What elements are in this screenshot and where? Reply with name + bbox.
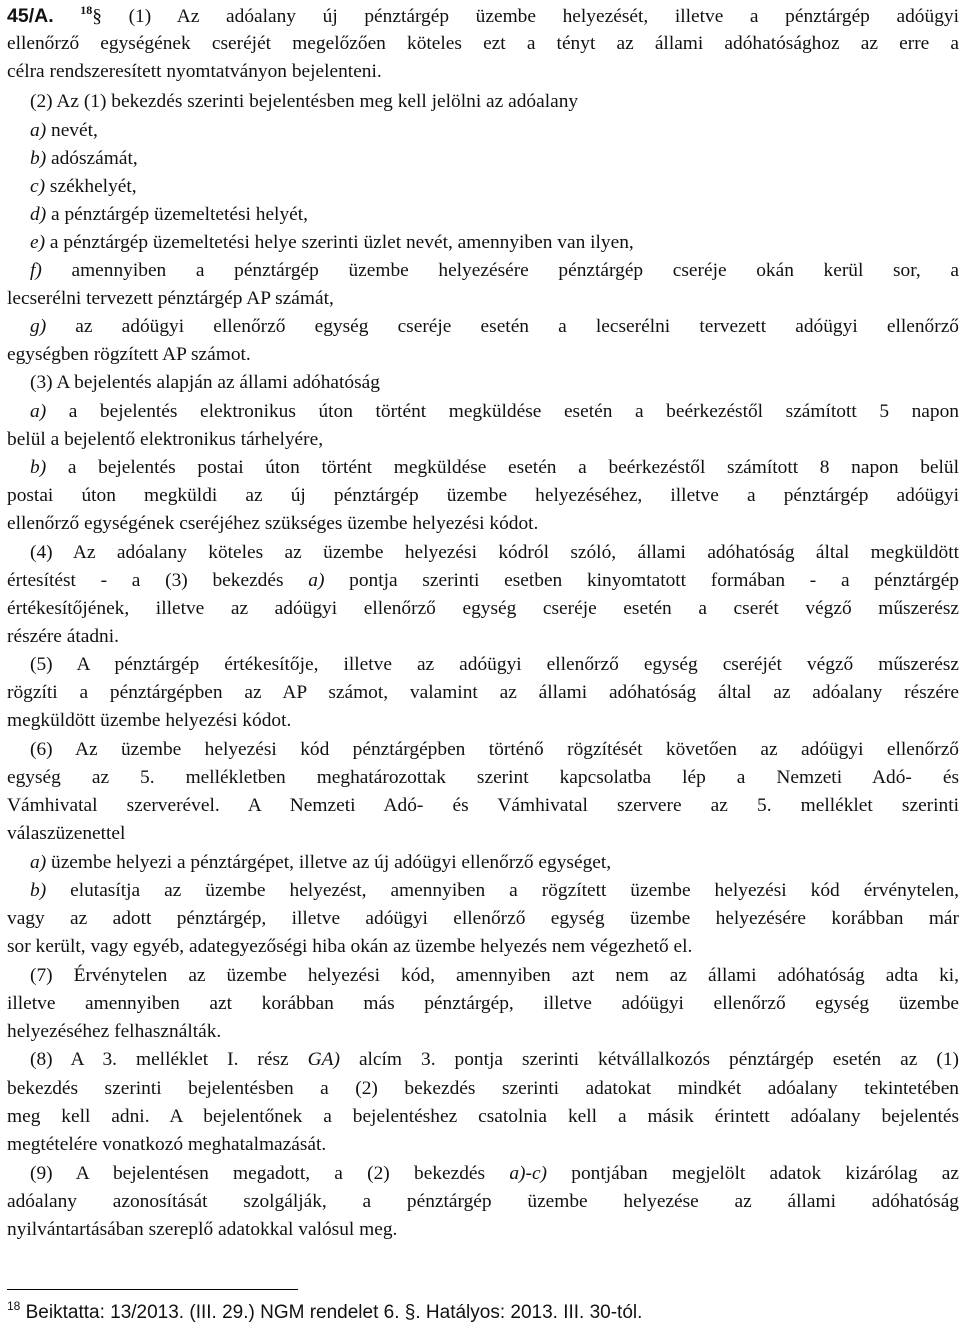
list-item-f — [30, 257, 959, 285]
section-mark: § — [92, 6, 102, 27]
item-text: a bejelentés postai úton történt megküldése esetén a beérkezéstől számított 8 napon belül — [46, 457, 959, 478]
footnote-ref: 18 — [80, 3, 93, 17]
text-line: nyilvántartásában szereplő adatokkal valósul meg. — [7, 1219, 398, 1240]
text-segment: (9) A bejelentésen megadott, a (2) bekezdés — [30, 1163, 510, 1184]
item-letter: g) — [30, 316, 47, 337]
paragraph-3-intro: (3) A bejelentés alapján az állami adóhatóság — [30, 372, 380, 393]
paragraph-6-start: (6) Az üzembe helyezési kód pénztárgépben történő rögzítését követően az adóügyi ellenőrző — [30, 739, 959, 760]
item-text: az adóügyi ellenőrző egység cseréje esetén a lecserélni tervezett adóügyi ellenőrző — [46, 316, 959, 337]
paragraph-1-text: (1) Az adóalany új pénztárgép üzembe helyezését, illetve a pénztárgép adóügyi — [128, 6, 959, 27]
text-segment: (8) A 3. melléklet I. rész — [30, 1049, 308, 1070]
item-letter: a) — [30, 852, 47, 873]
item-letter: a) — [30, 401, 47, 422]
text-line: Vámhivatal szerverével. A Nemzeti Adó- és Vámhivatal szervere az 5. melléklet szerinti — [7, 795, 959, 816]
list-item-b — [30, 454, 959, 482]
paragraph-5-start: (5) A pénztárgép értékesítője, illetve az adóügyi ellenőrző egység cseréjét végző műszerész — [30, 654, 959, 675]
text-segment: értesítést - a (3) bekezdés — [7, 570, 309, 591]
text-line — [7, 567, 959, 595]
footnote-text: Beiktatta: 13/2013. (III. 29.) NGM rendelet 6. §. Hatályos: 2013. III. 30-tól. — [20, 1302, 643, 1323]
text-line: helyezéséhez felhasználták. — [7, 1021, 222, 1042]
text-line: postai úton megküldi az új pénztárgép üzembe helyezéséhez, illetve a pénztárgép adóügyi — [7, 485, 959, 506]
text-segment: pontjában megjelölt adatok kizárólag az — [547, 1163, 959, 1184]
list-item-b — [30, 877, 959, 905]
text-line: rögzíti a pénztárgépben az AP számot, valamint az állami adóhatóság által az adóalany részére — [7, 682, 959, 703]
list-item-e — [30, 229, 959, 257]
item-text: amennyiben a pénztárgép üzembe helyezésére pénztárgép cseréje okán kerül sor, a — [41, 260, 959, 281]
item-text: székhelyét, — [45, 176, 137, 197]
paragraph-4-start: (4) Az adóalany köteles az üzembe helyezési kódról szóló, állami adóhatóság által megküldött — [30, 542, 959, 563]
text-line: bekezdés szerinti bejelentésben a (2) bekezdés szerinti adatokat mindkét adóalany tekintetében — [7, 1078, 959, 1099]
item-ref: a)-c) — [509, 1163, 548, 1184]
text-line: válaszüzenettel — [7, 823, 126, 844]
footnote — [7, 1300, 642, 1327]
item-text: nevét, — [46, 120, 98, 141]
text-line: célra rendszeresített nyomtatványon bejelenteni. — [7, 61, 382, 82]
text-line: megküldött üzembe helyezési kódot. — [7, 710, 292, 731]
footnote-divider — [7, 1289, 298, 1290]
text-line: megtételére vonatkozó meghatalmazását. — [7, 1134, 327, 1155]
item-text: adószámát, — [46, 148, 138, 169]
list-item-a — [30, 117, 959, 145]
item-letter: c) — [30, 176, 46, 197]
text-line: egység az 5. mellékletben meghatározottak szerint kapcsolatba lép a Nemzeti Adó- és — [7, 767, 959, 788]
text-line: részére átadni. — [7, 626, 119, 647]
item-text: a pénztárgép üzemeltetési helyét, — [46, 204, 308, 225]
text-line: sor került, vagy egyéb, adategyezőségi hiba okán az üzembe helyezés nem végezhető el. — [7, 936, 693, 957]
text-line: értékesítőjének, illetve az adóügyi ellenőrző egység cseréje esetén a cserét végző műszerész — [7, 598, 959, 619]
item-text: elutasítja az üzembe helyezést, amennyiben a rögzített üzembe helyezési kód érvénytelen, — [46, 880, 959, 901]
item-letter: b) — [30, 148, 47, 169]
list-item-c — [30, 173, 959, 201]
text-segment: pontja szerinti esetben kinyomtatott formában - a pénztárgép — [324, 570, 959, 591]
item-letter: f) — [30, 260, 42, 281]
item-ref: a) — [308, 570, 325, 591]
text-line: vagy az adott pénztárgép, illetve adóügyi ellenőrző egység üzembe helyezésére korábban már — [7, 908, 959, 929]
text-line: lecserélni tervezett pénztárgép AP számát, — [7, 288, 334, 309]
section-heading-line — [7, 2, 959, 30]
item-letter: e) — [30, 232, 46, 253]
text-line: ellenőrző egységének cseréjéhez szükséges üzembe helyezési kódot. — [7, 513, 539, 534]
paragraph-9-start — [30, 1160, 959, 1188]
item-ref: GA) — [307, 1049, 340, 1070]
text-line: ellenőrző egységének cseréjét megelőzően köteles ezt a tényt az állami adóhatósághoz az erre a — [7, 33, 959, 54]
item-text: a pénztárgép üzemeltetési helye szerinti üzlet nevét, amennyiben van ilyen, — [45, 232, 634, 253]
item-letter: b) — [30, 457, 47, 478]
text-line: adóalany azonosítását szolgálják, a pénztárgép üzembe helyezése az állami adóhatóság — [7, 1191, 959, 1212]
text-segment: alcím 3. pontja szerinti kétvállalkozós pénztárgép esetén az (1) — [339, 1049, 959, 1070]
text-line: belül a bejelentő elektronikus tárhelyére, — [7, 429, 324, 450]
section-number: 45/A. — [7, 5, 54, 27]
text-line: illetve amennyiben azt korábban más pénztárgép, illetve adóügyi ellenőrző egység üzembe — [7, 993, 959, 1014]
paragraph-8-start — [30, 1046, 959, 1074]
item-text: üzembe helyezi a pénztárgépet, illetve az új adóügyi ellenőrző egységet, — [46, 852, 612, 873]
item-text: a bejelentés elektronikus úton történt megküldése esetén a beérkezéstől számított 5 napon — [46, 401, 959, 422]
text-line: egységben rögzített AP számot. — [7, 344, 251, 365]
list-item-g — [30, 313, 959, 341]
paragraph-7-start: (7) Érvénytelen az üzembe helyezési kód, amennyiben azt nem az állami adóhatóság adta ki, — [30, 965, 959, 986]
item-letter: d) — [30, 204, 47, 225]
item-letter: a) — [30, 120, 47, 141]
footnote-number: 18 — [7, 1299, 21, 1313]
text-line: meg kell adni. A bejelentőnek a bejelentéshez csatolnia kell a másik érintett adóalany bejelentés — [7, 1106, 959, 1127]
paragraph-2-intro: (2) Az (1) bekezdés szerinti bejelentésben meg kell jelölni az adóalany — [30, 91, 579, 112]
list-item-b — [30, 145, 959, 173]
list-item-a — [30, 398, 959, 426]
list-item-a — [30, 849, 959, 877]
list-item-d — [30, 201, 959, 229]
item-letter: b) — [30, 880, 47, 901]
